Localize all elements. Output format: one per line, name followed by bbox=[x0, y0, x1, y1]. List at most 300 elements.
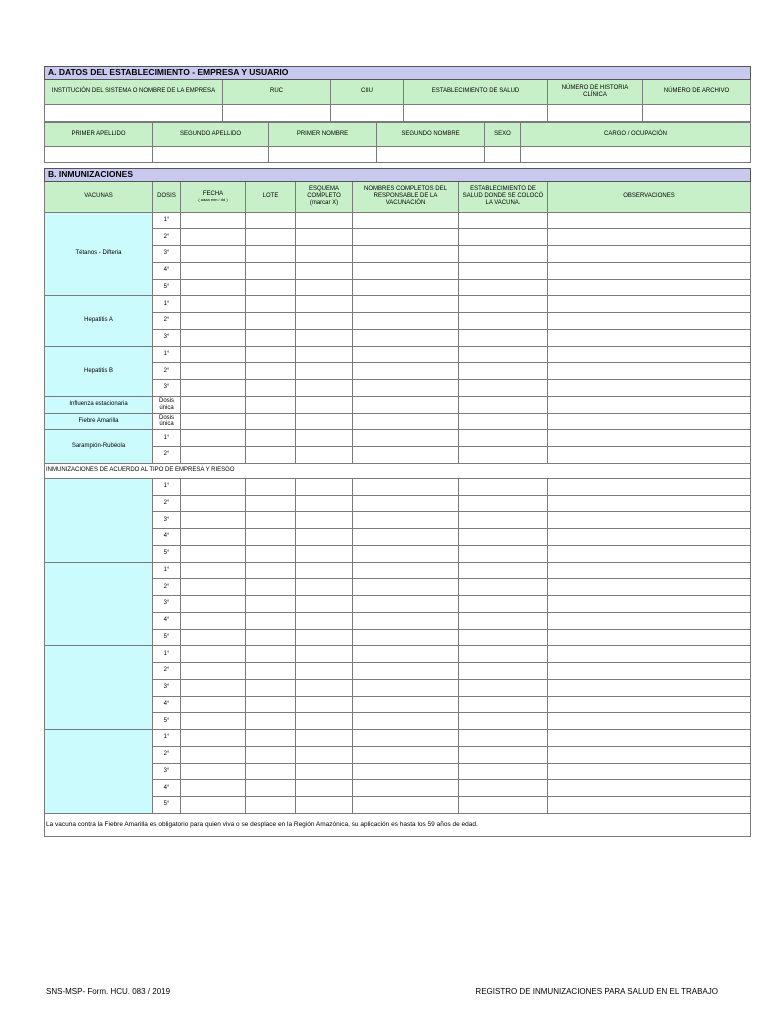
observaciones-field[interactable] bbox=[548, 279, 751, 296]
institucion-field[interactable] bbox=[45, 104, 223, 121]
fecha-field[interactable] bbox=[181, 512, 246, 529]
observaciones-field[interactable] bbox=[548, 363, 751, 380]
lote-field[interactable] bbox=[246, 780, 296, 797]
observaciones-field[interactable] bbox=[548, 562, 751, 579]
responsable-field[interactable] bbox=[353, 529, 459, 546]
fecha-field[interactable] bbox=[181, 495, 246, 512]
header-ciiu: CIIU bbox=[331, 79, 404, 104]
responsable-field[interactable] bbox=[353, 646, 459, 663]
responsable-field[interactable] bbox=[353, 229, 459, 246]
sexo-field[interactable] bbox=[485, 146, 521, 162]
lote-field[interactable] bbox=[246, 713, 296, 730]
establecimiento-field[interactable] bbox=[404, 104, 548, 121]
header-establecimiento-vacuna: ESTABLECIMIENTO DE SALUD DONDE SE COLOCÓ LA VACUNA. bbox=[459, 181, 548, 212]
section-b-header-row bbox=[45, 181, 751, 212]
esquema-field[interactable] bbox=[296, 529, 353, 546]
section-a-input-row-2 bbox=[45, 146, 751, 162]
dose-label: 3° bbox=[153, 512, 181, 529]
esquema-field[interactable] bbox=[296, 229, 353, 246]
establecimiento-field[interactable] bbox=[459, 562, 548, 579]
header-establecimiento: ESTABLECIMIENTO DE SALUD bbox=[404, 79, 548, 104]
establecimiento-field[interactable] bbox=[459, 262, 548, 279]
esquema-field[interactable] bbox=[296, 663, 353, 680]
dose-row bbox=[45, 478, 751, 495]
fecha-field[interactable] bbox=[181, 212, 246, 229]
lote-field[interactable] bbox=[246, 746, 296, 763]
establecimiento-field[interactable] bbox=[459, 545, 548, 562]
establecimiento-field[interactable] bbox=[459, 430, 548, 447]
fiebre-amarilla-note: La vacuna contra la Fiebre Amarilla es obligatorio para quien viva o se desplace en la Región Amazónica, su aplicación es hasta los 59 años de edad. bbox=[45, 813, 751, 836]
form-page bbox=[44, 66, 750, 837]
responsable-field[interactable] bbox=[353, 346, 459, 363]
observaciones-field[interactable] bbox=[548, 296, 751, 313]
esquema-field[interactable] bbox=[296, 545, 353, 562]
archivo-field[interactable] bbox=[643, 104, 751, 121]
observaciones-field[interactable] bbox=[548, 797, 751, 814]
esquema-field[interactable] bbox=[296, 396, 353, 413]
esquema-field[interactable] bbox=[296, 512, 353, 529]
dose-row bbox=[45, 730, 751, 747]
establecimiento-field[interactable] bbox=[459, 346, 548, 363]
fecha-field[interactable] bbox=[181, 579, 246, 596]
dose-label: 1° bbox=[153, 430, 181, 447]
establecimiento-field[interactable] bbox=[459, 380, 548, 397]
fecha-field[interactable] bbox=[181, 313, 246, 330]
responsable-field[interactable] bbox=[353, 313, 459, 330]
responsable-field[interactable] bbox=[353, 629, 459, 646]
establecimiento-field[interactable] bbox=[459, 780, 548, 797]
fecha-field[interactable] bbox=[181, 696, 246, 713]
lote-field[interactable] bbox=[246, 246, 296, 263]
establecimiento-field[interactable] bbox=[459, 413, 548, 430]
establecimiento-field[interactable] bbox=[459, 329, 548, 346]
vaccine-name[interactable] bbox=[45, 562, 153, 646]
observaciones-field[interactable] bbox=[548, 746, 751, 763]
esquema-field[interactable] bbox=[296, 629, 353, 646]
responsable-field[interactable] bbox=[353, 380, 459, 397]
responsable-field[interactable] bbox=[353, 562, 459, 579]
esquema-field[interactable] bbox=[296, 478, 353, 495]
fecha-field[interactable] bbox=[181, 797, 246, 814]
establecimiento-field[interactable] bbox=[459, 495, 548, 512]
responsable-field[interactable] bbox=[353, 797, 459, 814]
responsable-field[interactable] bbox=[353, 447, 459, 464]
lote-field[interactable] bbox=[246, 512, 296, 529]
responsable-field[interactable] bbox=[353, 478, 459, 495]
lote-field[interactable] bbox=[246, 313, 296, 330]
esquema-field[interactable] bbox=[296, 413, 353, 430]
dose-label: 5° bbox=[153, 713, 181, 730]
vaccine-name: Hepatitis B bbox=[45, 346, 153, 396]
observaciones-field[interactable] bbox=[548, 612, 751, 629]
establecimiento-field[interactable] bbox=[459, 296, 548, 313]
lote-field[interactable] bbox=[246, 363, 296, 380]
lote-field[interactable] bbox=[246, 696, 296, 713]
dose-row bbox=[45, 413, 751, 430]
dose-label: 3° bbox=[153, 380, 181, 397]
responsable-field[interactable] bbox=[353, 512, 459, 529]
dose-label: 2° bbox=[153, 663, 181, 680]
responsable-field[interactable] bbox=[353, 329, 459, 346]
fecha-field[interactable] bbox=[181, 279, 246, 296]
esquema-field[interactable] bbox=[296, 296, 353, 313]
header-esquema: ESQUEMA COMPLETO (marcar X) bbox=[296, 181, 353, 212]
dose-label: 1° bbox=[153, 562, 181, 579]
esquema-field[interactable] bbox=[296, 596, 353, 613]
esquema-field[interactable] bbox=[296, 679, 353, 696]
observaciones-field[interactable] bbox=[548, 646, 751, 663]
header-observaciones: OBSERVACIONES bbox=[548, 181, 751, 212]
observaciones-field[interactable] bbox=[548, 512, 751, 529]
establecimiento-field[interactable] bbox=[459, 363, 548, 380]
observaciones-field[interactable] bbox=[548, 663, 751, 680]
observaciones-field[interactable] bbox=[548, 478, 751, 495]
responsable-field[interactable] bbox=[353, 746, 459, 763]
dose-label: 2° bbox=[153, 313, 181, 330]
riesgo-label-row bbox=[45, 463, 751, 478]
observaciones-field[interactable] bbox=[548, 329, 751, 346]
lote-field[interactable] bbox=[246, 212, 296, 229]
fecha-field[interactable] bbox=[181, 746, 246, 763]
fecha-field[interactable] bbox=[181, 296, 246, 313]
ruc-field[interactable] bbox=[223, 104, 331, 121]
lote-field[interactable] bbox=[246, 545, 296, 562]
fecha-field[interactable] bbox=[181, 329, 246, 346]
dose-row bbox=[45, 396, 751, 413]
dose-label: 4° bbox=[153, 262, 181, 279]
responsable-field[interactable] bbox=[353, 596, 459, 613]
vaccine-name: Sarampión-Rubéola bbox=[45, 430, 153, 464]
responsable-field[interactable] bbox=[353, 396, 459, 413]
esquema-field[interactable] bbox=[296, 612, 353, 629]
lote-field[interactable] bbox=[246, 679, 296, 696]
esquema-field[interactable] bbox=[296, 313, 353, 330]
observaciones-field[interactable] bbox=[548, 313, 751, 330]
lote-field[interactable] bbox=[246, 730, 296, 747]
observaciones-field[interactable] bbox=[548, 262, 751, 279]
observaciones-field[interactable] bbox=[548, 730, 751, 747]
esquema-field[interactable] bbox=[296, 746, 353, 763]
section-b-table bbox=[44, 168, 751, 837]
fecha-field[interactable] bbox=[181, 713, 246, 730]
establecimiento-field[interactable] bbox=[459, 696, 548, 713]
fecha-field[interactable] bbox=[181, 612, 246, 629]
fecha-field[interactable] bbox=[181, 262, 246, 279]
fecha-field[interactable] bbox=[181, 380, 246, 397]
lote-field[interactable] bbox=[246, 262, 296, 279]
fecha-field[interactable] bbox=[181, 363, 246, 380]
fecha-field[interactable] bbox=[181, 246, 246, 263]
dose-label: 1° bbox=[153, 346, 181, 363]
observaciones-field[interactable] bbox=[548, 579, 751, 596]
segundo-apellido-field[interactable] bbox=[153, 146, 269, 162]
esquema-field[interactable] bbox=[296, 262, 353, 279]
dose-label: Dosis única bbox=[153, 396, 181, 413]
lote-field[interactable] bbox=[246, 663, 296, 680]
esquema-field[interactable] bbox=[296, 797, 353, 814]
esquema-field[interactable] bbox=[296, 696, 353, 713]
establecimiento-field[interactable] bbox=[459, 596, 548, 613]
header-fecha bbox=[181, 181, 246, 212]
lote-field[interactable] bbox=[246, 413, 296, 430]
section-b-title: B. INMUNIZACIONES bbox=[45, 168, 751, 181]
lote-field[interactable] bbox=[246, 346, 296, 363]
fecha-field[interactable] bbox=[181, 562, 246, 579]
responsable-field[interactable] bbox=[353, 296, 459, 313]
establecimiento-field[interactable] bbox=[459, 629, 548, 646]
lote-field[interactable] bbox=[246, 279, 296, 296]
responsable-field[interactable] bbox=[353, 246, 459, 263]
lote-field[interactable] bbox=[246, 447, 296, 464]
fecha-field[interactable] bbox=[181, 646, 246, 663]
observaciones-field[interactable] bbox=[548, 447, 751, 464]
establecimiento-field[interactable] bbox=[459, 713, 548, 730]
responsable-field[interactable] bbox=[353, 579, 459, 596]
responsable-field[interactable] bbox=[353, 730, 459, 747]
observaciones-field[interactable] bbox=[548, 495, 751, 512]
section-a-header-row-2 bbox=[45, 122, 751, 146]
vaccine-name: Tétanos - Difteria bbox=[45, 212, 153, 296]
responsable-field[interactable] bbox=[353, 430, 459, 447]
esquema-field[interactable] bbox=[296, 447, 353, 464]
lote-field[interactable] bbox=[246, 579, 296, 596]
observaciones-field[interactable] bbox=[548, 346, 751, 363]
esquema-field[interactable] bbox=[296, 329, 353, 346]
lote-field[interactable] bbox=[246, 529, 296, 546]
establecimiento-field[interactable] bbox=[459, 478, 548, 495]
dose-label: 2° bbox=[153, 579, 181, 596]
establecimiento-field[interactable] bbox=[459, 447, 548, 464]
header-vacunas: VACUNAS bbox=[45, 181, 153, 212]
fecha-field[interactable] bbox=[181, 430, 246, 447]
esquema-field[interactable] bbox=[296, 730, 353, 747]
fecha-field[interactable] bbox=[181, 478, 246, 495]
observaciones-field[interactable] bbox=[548, 380, 751, 397]
responsable-field[interactable] bbox=[353, 612, 459, 629]
fecha-field[interactable] bbox=[181, 413, 246, 430]
dose-label: 3° bbox=[153, 329, 181, 346]
fecha-field[interactable] bbox=[181, 396, 246, 413]
dose-row bbox=[45, 346, 751, 363]
header-archivo: NÚMERO DE ARCHIVO bbox=[643, 79, 751, 104]
ciiu-field[interactable] bbox=[331, 104, 404, 121]
header-institucion: INSTITUCIÓN DEL SISTEMA O NOMBRE DE LA EMPRESA bbox=[45, 79, 223, 104]
establecimiento-field[interactable] bbox=[459, 646, 548, 663]
fecha-field[interactable] bbox=[181, 447, 246, 464]
lote-field[interactable] bbox=[246, 646, 296, 663]
dose-row bbox=[45, 212, 751, 229]
dose-label: 1° bbox=[153, 212, 181, 229]
esquema-field[interactable] bbox=[296, 346, 353, 363]
esquema-field[interactable] bbox=[296, 763, 353, 780]
responsable-field[interactable] bbox=[353, 363, 459, 380]
dose-label: 1° bbox=[153, 646, 181, 663]
lote-field[interactable] bbox=[246, 430, 296, 447]
establecimiento-field[interactable] bbox=[459, 229, 548, 246]
observaciones-field[interactable] bbox=[548, 212, 751, 229]
vaccine-name[interactable] bbox=[45, 646, 153, 730]
dose-label: 4° bbox=[153, 780, 181, 797]
fecha-field[interactable] bbox=[181, 346, 246, 363]
fecha-field[interactable] bbox=[181, 730, 246, 747]
form-code: SNS-MSP- Form. HCU. 083 / 2019 bbox=[46, 987, 171, 996]
establecimiento-field[interactable] bbox=[459, 279, 548, 296]
observaciones-field[interactable] bbox=[548, 396, 751, 413]
esquema-field[interactable] bbox=[296, 363, 353, 380]
lote-field[interactable] bbox=[246, 763, 296, 780]
section-a-table bbox=[44, 66, 751, 122]
observaciones-field[interactable] bbox=[548, 413, 751, 430]
fecha-field[interactable] bbox=[181, 529, 246, 546]
dose-label: 2° bbox=[153, 229, 181, 246]
vaccine-name[interactable] bbox=[45, 478, 153, 562]
responsable-field[interactable] bbox=[353, 212, 459, 229]
lote-field[interactable] bbox=[246, 396, 296, 413]
responsable-field[interactable] bbox=[353, 696, 459, 713]
dose-label: 5° bbox=[153, 279, 181, 296]
observaciones-field[interactable] bbox=[548, 780, 751, 797]
dose-label: 4° bbox=[153, 612, 181, 629]
esquema-field[interactable] bbox=[296, 246, 353, 263]
header-segundo-nombre: SEGUNDO NOMBRE bbox=[377, 122, 485, 146]
establecimiento-field[interactable] bbox=[459, 797, 548, 814]
dose-label: 2° bbox=[153, 447, 181, 464]
observaciones-field[interactable] bbox=[548, 529, 751, 546]
observaciones-field[interactable] bbox=[548, 229, 751, 246]
responsable-field[interactable] bbox=[353, 262, 459, 279]
fecha-field[interactable] bbox=[181, 763, 246, 780]
header-ruc: RUC bbox=[223, 79, 331, 104]
lote-field[interactable] bbox=[246, 629, 296, 646]
lote-field[interactable] bbox=[246, 596, 296, 613]
dose-label: 5° bbox=[153, 545, 181, 562]
esquema-field[interactable] bbox=[296, 380, 353, 397]
establecimiento-field[interactable] bbox=[459, 529, 548, 546]
establecimiento-field[interactable] bbox=[459, 663, 548, 680]
header-primer-nombre: PRIMER NOMBRE bbox=[269, 122, 377, 146]
fecha-field[interactable] bbox=[181, 780, 246, 797]
responsable-field[interactable] bbox=[353, 279, 459, 296]
establecimiento-field[interactable] bbox=[459, 746, 548, 763]
vaccine-name[interactable] bbox=[45, 730, 153, 814]
observaciones-field[interactable] bbox=[548, 629, 751, 646]
observaciones-field[interactable] bbox=[548, 713, 751, 730]
header-primer-apellido: PRIMER APELLIDO bbox=[45, 122, 153, 146]
dose-label: 5° bbox=[153, 629, 181, 646]
fecha-field[interactable] bbox=[181, 545, 246, 562]
esquema-field[interactable] bbox=[296, 713, 353, 730]
dose-row bbox=[45, 646, 751, 663]
riesgo-label: INMUNIZACIONES DE ACUERDO AL TIPO DE EMPRESA Y RIESGO bbox=[45, 463, 751, 478]
establecimiento-field[interactable] bbox=[459, 763, 548, 780]
establecimiento-field[interactable] bbox=[459, 246, 548, 263]
responsable-field[interactable] bbox=[353, 495, 459, 512]
header-segundo-apellido: SEGUNDO APELLIDO bbox=[153, 122, 269, 146]
esquema-field[interactable] bbox=[296, 495, 353, 512]
establecimiento-field[interactable] bbox=[459, 579, 548, 596]
dose-label: 3° bbox=[153, 763, 181, 780]
fecha-field[interactable] bbox=[181, 596, 246, 613]
header-sexo: SEXO bbox=[485, 122, 521, 146]
dose-label: 1° bbox=[153, 296, 181, 313]
observaciones-field[interactable] bbox=[548, 679, 751, 696]
fecha-field[interactable] bbox=[181, 229, 246, 246]
lote-field[interactable] bbox=[246, 380, 296, 397]
segundo-nombre-field[interactable] bbox=[377, 146, 485, 162]
esquema-field[interactable] bbox=[296, 212, 353, 229]
dose-label: 3° bbox=[153, 596, 181, 613]
observaciones-field[interactable] bbox=[548, 696, 751, 713]
dose-row bbox=[45, 562, 751, 579]
esquema-field[interactable] bbox=[296, 579, 353, 596]
establecimiento-field[interactable] bbox=[459, 512, 548, 529]
observaciones-field[interactable] bbox=[548, 596, 751, 613]
esquema-field[interactable] bbox=[296, 780, 353, 797]
fecha-field[interactable] bbox=[181, 663, 246, 680]
historia-clinica-field[interactable] bbox=[548, 104, 643, 121]
responsable-field[interactable] bbox=[353, 713, 459, 730]
vaccine-rows bbox=[45, 212, 751, 463]
establecimiento-field[interactable] bbox=[459, 396, 548, 413]
responsable-field[interactable] bbox=[353, 663, 459, 680]
lote-field[interactable] bbox=[246, 495, 296, 512]
observaciones-field[interactable] bbox=[548, 246, 751, 263]
fecha-field[interactable] bbox=[181, 629, 246, 646]
section-a-table-2 bbox=[44, 122, 751, 163]
esquema-field[interactable] bbox=[296, 430, 353, 447]
responsable-field[interactable] bbox=[353, 545, 459, 562]
header-historia-clinica: NÚMERO DE HISTORIA CLÍNICA bbox=[548, 79, 643, 104]
section-a-title: A. DATOS DEL ESTABLECIMIENTO - EMPRESA Y USUARIO bbox=[45, 67, 751, 80]
establecimiento-field[interactable] bbox=[459, 679, 548, 696]
lote-field[interactable] bbox=[246, 562, 296, 579]
lote-field[interactable] bbox=[246, 296, 296, 313]
fecha-field[interactable] bbox=[181, 679, 246, 696]
esquema-field[interactable] bbox=[296, 562, 353, 579]
establecimiento-field[interactable] bbox=[459, 612, 548, 629]
observaciones-field[interactable] bbox=[548, 545, 751, 562]
establecimiento-field[interactable] bbox=[459, 212, 548, 229]
dose-label: 3° bbox=[153, 246, 181, 263]
lote-field[interactable] bbox=[246, 478, 296, 495]
responsable-field[interactable] bbox=[353, 780, 459, 797]
observaciones-field[interactable] bbox=[548, 763, 751, 780]
section-a-header-row-1 bbox=[45, 79, 751, 104]
primer-apellido-field[interactable] bbox=[45, 146, 153, 162]
note-row bbox=[45, 813, 751, 836]
lote-field[interactable] bbox=[246, 329, 296, 346]
lote-field[interactable] bbox=[246, 612, 296, 629]
esquema-field[interactable] bbox=[296, 646, 353, 663]
lote-field[interactable] bbox=[246, 229, 296, 246]
responsable-field[interactable] bbox=[353, 679, 459, 696]
lote-field[interactable] bbox=[246, 797, 296, 814]
dose-label: 4° bbox=[153, 696, 181, 713]
dose-label: 2° bbox=[153, 363, 181, 380]
header-lote: LOTE bbox=[246, 181, 296, 212]
responsable-field[interactable] bbox=[353, 763, 459, 780]
observaciones-field[interactable] bbox=[548, 430, 751, 447]
cargo-field[interactable] bbox=[521, 146, 751, 162]
establecimiento-field[interactable] bbox=[459, 730, 548, 747]
form-title: REGISTRO DE INMUNIZACIONES PARA SALUD EN EL TRABAJO bbox=[475, 987, 718, 996]
establecimiento-field[interactable] bbox=[459, 313, 548, 330]
responsable-field[interactable] bbox=[353, 413, 459, 430]
primer-nombre-field[interactable] bbox=[269, 146, 377, 162]
esquema-field[interactable] bbox=[296, 279, 353, 296]
dose-label: 5° bbox=[153, 797, 181, 814]
dose-label: 2° bbox=[153, 746, 181, 763]
